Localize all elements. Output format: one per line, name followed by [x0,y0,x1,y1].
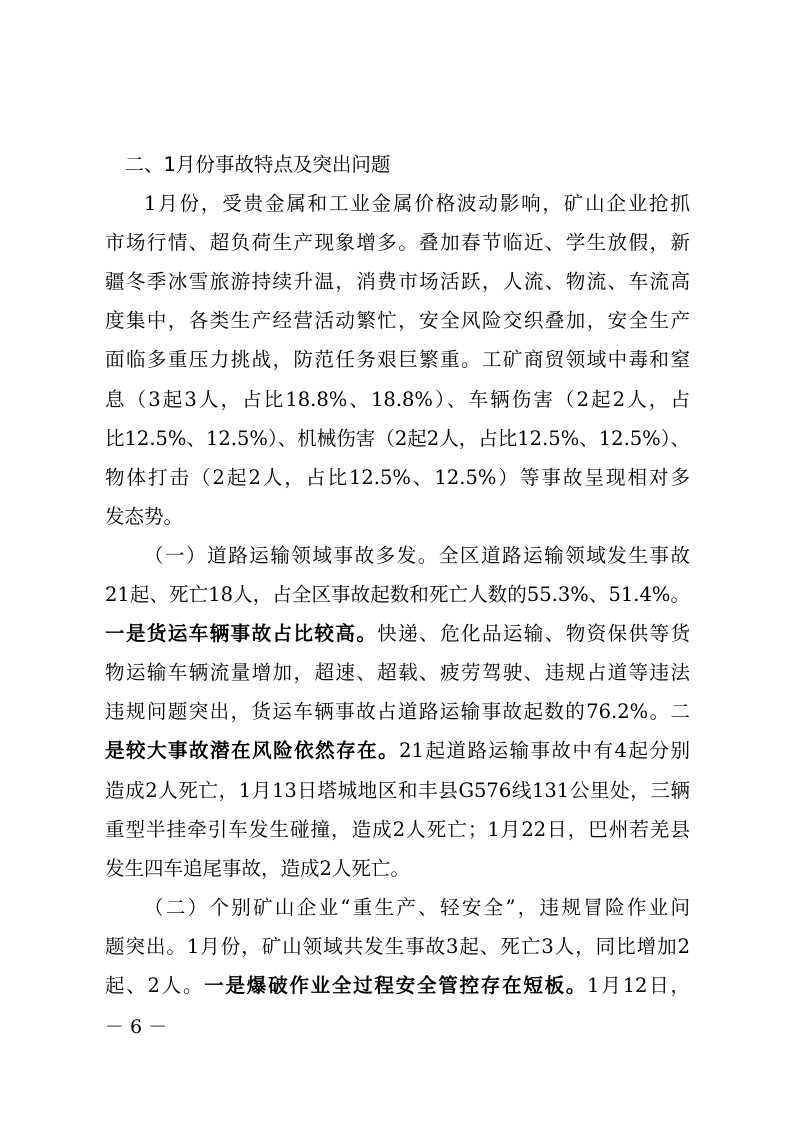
text-line [105,692,690,731]
section-heading [105,145,690,184]
bold-text: 一是爆破作业全过程安全管控存在短板。 [204,973,588,997]
text-line [105,731,690,770]
text-line [105,888,690,927]
text-run: 1月份，受贵金属和工业金属价格波动影响，矿山企业抢抓 [144,192,690,216]
text-run: 发生四车追尾事故，造成2人死亡。 [105,856,410,880]
text-line [105,771,690,810]
text-run: 息（3起3人，占比18.8%、18.8%）、车辆伤害（2起2人，占 [105,387,690,411]
text-run: 市场行情、超负荷生产现象增多。叠加春节临近、学生放假，新 [105,231,690,255]
text-run: （一）道路运输领域事故多发。全区道路运输领域发生事故 [144,543,690,567]
text-run: 面临多重压力挑战，防范任务艰巨繁重。工矿商贸领域中毒和窒 [105,348,690,372]
text-run: 度集中，各类生产经营活动繁忙，安全风险交织叠加，安全生产 [105,309,690,333]
text-line [105,810,690,849]
text-line [105,223,690,262]
text-line [105,536,690,575]
text-line [105,419,690,458]
text-run: 21起道路运输事故中有4起分别 [399,739,690,763]
text-line [105,575,690,614]
text-line [105,301,690,340]
text-line [105,184,690,223]
text-run: 1月12日， [587,973,690,997]
text-line [105,458,690,497]
text-line [105,380,690,419]
text-run: 物体打击（2起2人，占比12.5%、12.5%）等事故呈现相对多 [105,465,690,489]
text-line [105,849,690,888]
text-line [105,340,690,379]
text-run: 比12.5%、12.5%）、机械伤害（2起2人，占比12.5%、12.5%）、 [105,426,690,450]
text-line [105,927,690,966]
text-run: 二、1月份事故特点及突出问题 [124,153,391,176]
page-number: － 6 － [105,1016,168,1038]
bold-text: 一是货运车辆事故占比较高。 [105,622,378,646]
text-line [105,497,690,536]
text-run: 重型半挂牵引车发生碰撞，造成2人死亡；1月22日，巴州若羌县 [105,817,690,841]
text-line [105,966,690,1005]
text-run: 违规问题突出，货运车辆事故占道路运输事故起数的76.2%。二 [105,700,690,724]
text-run: 造成2人死亡，1月13日塔城地区和丰县G576线131公里处，三辆 [105,778,690,802]
text-run: 起、2人。 [105,973,205,997]
text-line [105,262,690,301]
text-line [105,614,690,653]
body-text [105,145,690,1005]
text-line [105,653,690,692]
text-run: 物运输车辆流量增加，超速、超载、疲劳驾驶、违规占道等违法 [105,661,690,685]
bold-text: 是较大事故潜在风险依然存在。 [105,739,400,763]
text-run: 题突出。1月份，矿山领域共发生事故3起、死亡3人，同比增加2 [105,934,690,958]
text-run: 21起、死亡18人，占全区事故起数和死亡人数的55.3%、51.4%。 [105,583,690,607]
text-run: 疆冬季冰雪旅游持续升温，消费市场活跃，人流、物流、车流高 [105,270,690,294]
text-run: 快递、危化品运输、物资保供等货 [377,622,690,646]
text-run: 发态势。 [105,504,184,528]
text-run: （二）个别矿山企业“重生产、轻安全”，违规冒险作业问 [144,895,690,919]
